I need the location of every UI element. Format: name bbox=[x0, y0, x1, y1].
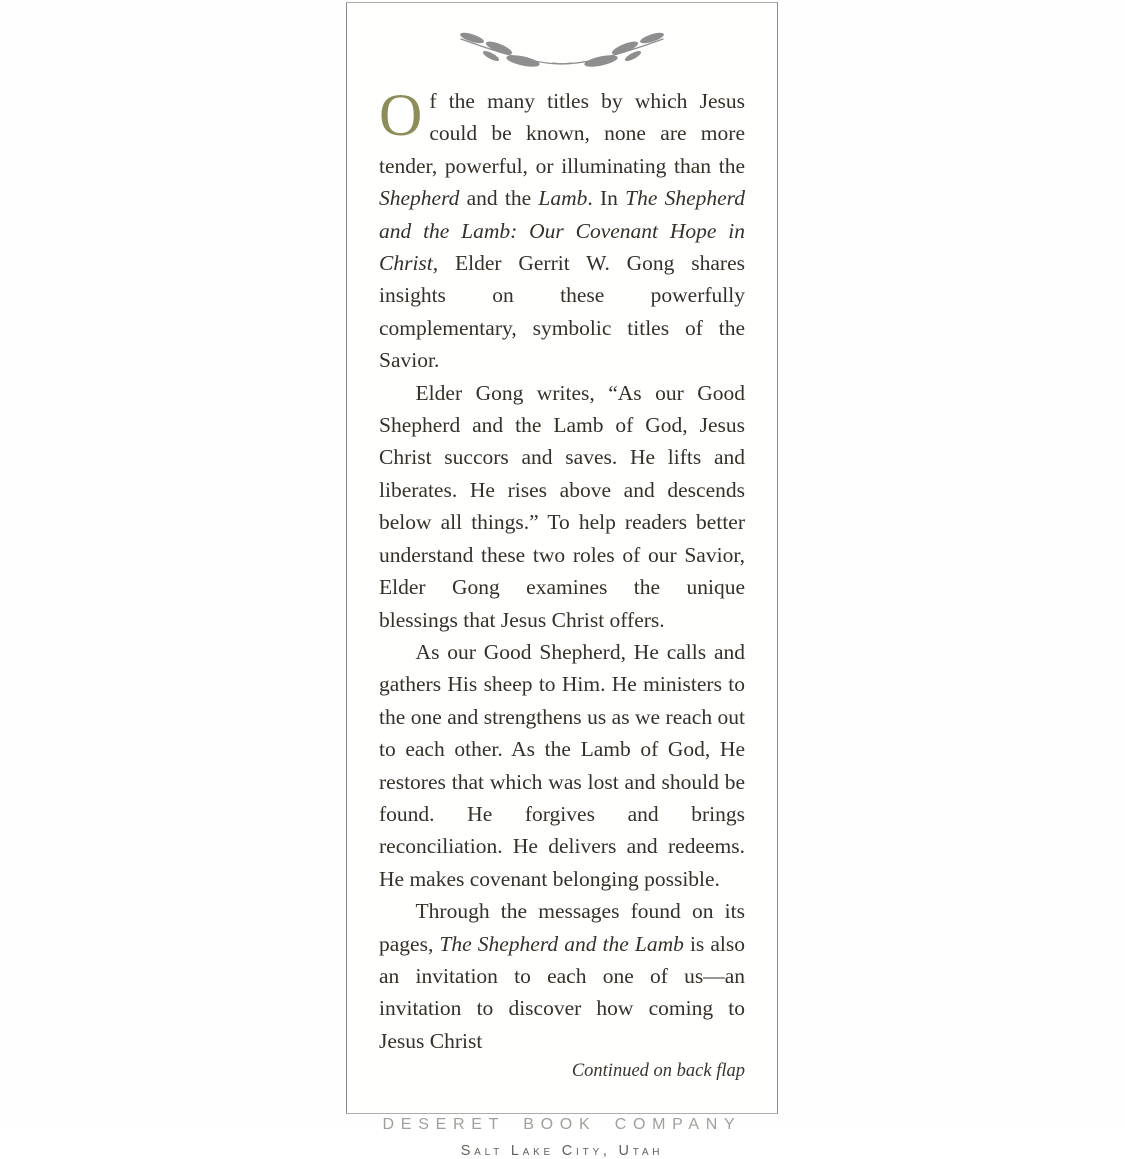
text-segment: . In bbox=[587, 186, 626, 211]
laurel-sprig-icon bbox=[447, 26, 677, 72]
continued-on-back-flap-note: Continued on back flap bbox=[571, 1061, 745, 1082]
text-segment: As our Good Shepherd, He calls and gathers His sheep to Him. He ministers to the one and strengthens us as we reach out to each other. As the Lamb of God, He restores that which was lost and should be found. He forgives and brings reconciliation. He delivers and redeems. He makes covenant belonging possible. bbox=[379, 639, 745, 891]
paragraph bbox=[379, 377, 745, 636]
flap-copy bbox=[379, 82, 746, 1057]
text-segment: is also an invitation to each one of us—an invitation to discover how coming to Jesus Christ bbox=[379, 931, 746, 1053]
publisher-block bbox=[347, 1116, 777, 1159]
text-segment: Through the messages found on its pages, bbox=[379, 899, 745, 956]
italic-text-segment: The Shepherd and the Lamb: Our Covenant Hope in Christ bbox=[379, 186, 745, 276]
text-segment: f the many titles by which Jesus could be known, none are more tender, powerful, or illuminating than the bbox=[379, 89, 745, 178]
publisher-location: Salt Lake City, Utah bbox=[460, 1143, 664, 1159]
paragraph bbox=[379, 82, 745, 377]
publisher-name: DESERET BOOK COMPANY bbox=[382, 1116, 742, 1134]
text-segment: , Elder Gerrit W. Gong shares insights on these powerfully complementary, symbolic titles of the Savior. bbox=[379, 251, 745, 373]
text-segment: Elder Gong writes, “As our Good Shepherd and the Lamb of God, Jesus Christ succors and saves. He lifts and liberates. He rises above and descends below all things.” To help readers better understand these two roles of our Savior, Elder Gong examines the unique blessings that Jesus Christ offers. bbox=[379, 380, 745, 632]
italic-text-segment: Lamb bbox=[538, 186, 588, 211]
italic-text-segment: Shepherd bbox=[379, 186, 460, 211]
drop-cap: O bbox=[379, 82, 423, 148]
italic-text-segment: The Shepherd and the Lamb bbox=[439, 931, 684, 956]
paragraph bbox=[379, 636, 745, 895]
paragraph bbox=[379, 895, 745, 1057]
ornament-container bbox=[347, 25, 777, 73]
text-segment: and the bbox=[459, 186, 539, 211]
book-jacket-flap bbox=[346, 2, 778, 1159]
